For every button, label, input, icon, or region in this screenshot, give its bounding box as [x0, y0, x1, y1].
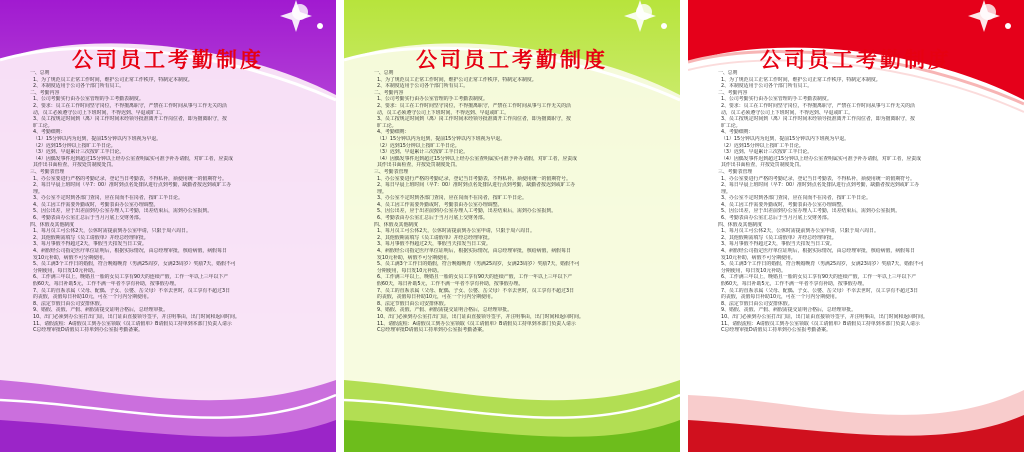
text-line: （1）15分钟以内为迟到，提前15分钟以内下班视为早退。 — [33, 135, 162, 142]
text-line: （2）迟到15分钟以上按旷工半日论。 — [33, 142, 116, 149]
text-line: 其作出书面检查，并按处罚制度处罚。 — [377, 162, 461, 169]
text-line: 7、员工的直系亲属（父母、配偶、子女、公婆、岳父母）不幸去世时，员工享有不超过3日 — [377, 287, 574, 294]
poster-panel-purple — [0, 0, 336, 452]
text-line: C总经理审批D请假员工持单到办公室报考勤备案。 — [33, 327, 143, 334]
text-line: 10、出门必须到办公室打出门证，出门证由直接领导签字，并注明事由，出门时间和返回时间。 — [33, 313, 240, 320]
text-line: 3、员工按规定时间到（离）岗工作时间未经领导批准离开工作岗位者，即为擅离职守，按 — [33, 116, 227, 123]
text-line: 1、每月员工可公休2天，公休时需提前到办公室申请，只限于周六周日。 — [33, 228, 191, 235]
poster-panel-green — [344, 0, 680, 452]
text-line: 9、婚假、丧假、产假、病假需提交证明合格后，总经理审批。 — [33, 307, 169, 314]
section-heading: 三、考勤表管理 — [374, 168, 409, 175]
text-line: 假60天，每日补助5元，工作不满一年者不享有补助，按事假办理。 — [33, 281, 180, 287]
text-line: 2、要求：员工在工作时间坚守岗位，不得擅离职守，严禁在工作时间从事与工作无关的活 — [377, 102, 571, 109]
text-line: 11、请假流程：A请假员工到办公室领取《员工请假单》B请假员工持单到本部门负责人请示 — [33, 320, 232, 327]
text-line: （3）迟到、早退累计三次按旷工半日论。 — [721, 149, 813, 156]
text-line: 1、公司考勤实行由办公室管理的手工考勤表制度。 — [377, 96, 488, 103]
text-line: 旷工论。 — [721, 122, 741, 129]
text-line: 分期使用，每日发10元补助。 — [377, 267, 442, 274]
text-line: 2、本制度适用于公司各个部门所有员工。 — [721, 83, 813, 90]
text-line: 6、工作满三年以上，晚婚且一胎的女员工享有90天的连续产假，工作一年以上三年以下产 — [721, 274, 917, 281]
text-line: 10、出门必须到办公室打出门证，出门证由直接领导签字，并注明事由，出门时间和返回时间。 — [377, 313, 584, 320]
text-line: 3、员工按规定时间到（离）岗工作时间未经领导批准离开工作岗位者，即为擅离职守，按 — [721, 116, 915, 123]
text-line: （2）迟到15分钟以上按旷工半日论。 — [377, 142, 460, 149]
text-line: 理。 — [377, 188, 387, 195]
text-line: 4、病假经公司指定医疗单位证明后，根据实际情况，由总经理审批，核给病假，病假每日 — [721, 248, 915, 255]
text-line: 4、员工因工作需要外勤或时，考勤表由办公室办理调整。 — [377, 201, 503, 208]
text-line: 3、每月事假不得超过2天，事假当天扣发当日工资。 — [33, 241, 147, 248]
text-line: 分期使用，每日发10元补助。 — [33, 267, 98, 274]
text-line: 5、因公出差，应于出差前到办公室办理人工考勤，出差结束后，需到办公室报到。 — [721, 208, 901, 215]
text-line: 3、办公室不定时到各部门查岗，应在岗而不在岗者，按旷工半日论。 — [721, 195, 871, 202]
section-heading: 二、考勤内容 — [30, 89, 60, 96]
text-line: 动，员工必须遵守公司上下班时间，不得迟到、早退或旷工。 — [377, 109, 510, 116]
document-body — [716, 70, 1004, 334]
text-line: 1、为了规范员工正常工作时间，维护公司正常工作秩序，特制定本制度。 — [377, 76, 537, 83]
text-line: 8、法定节假日由公司安排休假。 — [721, 300, 793, 307]
text-line: 10、出门必须到办公室打出门证，出门证由直接领导签字，并注明事由，出门时间和返回时间。 — [721, 313, 928, 320]
text-line: 理。 — [721, 188, 731, 195]
text-line: 4、考勤细则： — [377, 129, 410, 136]
text-line: 4、员工因工作需要外勤或时，考勤表由办公室办理调整。 — [721, 201, 847, 208]
section-heading: 一、总则 — [30, 70, 50, 76]
page-title: 公司员工考勤制度 — [72, 48, 264, 72]
section-heading: 二、考勤内容 — [718, 89, 748, 96]
page-title: 公司员工考勤制度 — [760, 48, 952, 72]
text-line: 2、本制度适用于公司各个部门所有员工。 — [377, 83, 469, 90]
text-line: 的丧假，丧假每日补助10元，可在一个月内分期使用。 — [377, 294, 496, 301]
text-line: C总经理审批D请假员工持单到办公室报考勤备案。 — [377, 327, 487, 334]
section-heading: 三、考勤表管理 — [718, 168, 753, 175]
text-line: 发10元补助，病假不可分期使用。 — [721, 254, 796, 261]
section-heading: 四、休假及其他制度 — [30, 221, 75, 228]
text-line: 7、员工的直系亲属（父母、配偶、子女、公婆、岳父母）不幸去世时，员工享有不超过3日 — [721, 287, 918, 294]
text-line: 旷工论。 — [33, 122, 53, 129]
text-line: 5、员工满3个工作日的婚假，符合晚婚晚育（男满25周岁，女满23周岁）奖励7天，婚假不可 — [377, 261, 580, 268]
text-line: （1）15分钟以内为迟到，提前15分钟以内下班视为早退。 — [377, 135, 506, 142]
text-line: 2、要求：员工在工作时间坚守岗位，不得擅离职守，严禁在工作时间从事与工作无关的活 — [721, 102, 915, 109]
text-line: 11、请假流程：A请假员工到办公室领取《员工请假单》B请假员工持单到本部门负责人请示 — [377, 320, 576, 327]
text-line: 4、考勤细则： — [721, 129, 754, 136]
text-line: 3、员工按规定时间到（离）岗工作时间未经领导批准离开工作岗位者，即为擅离职守，按 — [377, 116, 571, 123]
text-line: 4、病假经公司指定医疗单位证明后，根据实际情况，由总经理审批，核给病假，病假每日 — [33, 248, 227, 255]
text-line: 的丧假，丧假每日补助10元，可在一个月内分期使用。 — [721, 294, 840, 301]
text-line: 1、每月员工可公休2天，公休时需提前到办公室申请，只限于周六周日。 — [721, 228, 879, 235]
section-heading: 一、总则 — [718, 70, 738, 76]
text-line: 5、因公出差，应于出差前到办公室办理人工考勤，出差结束后，需到办公室报到。 — [33, 208, 213, 215]
text-line: （1）15分钟以内为迟到，提前15分钟以内下班视为早退。 — [721, 135, 850, 142]
document-body — [28, 70, 316, 334]
text-line: 2、本制度适用于公司各个部门所有员工。 — [33, 83, 125, 90]
text-line: 1、为了规范员工正常工作时间，维护公司正常工作秩序，特制定本制度。 — [721, 76, 881, 83]
text-line: 2、每日早晨上班时间（早7：00）准时到点名处排队进行点到考勤，缺勤者按迟到或旷工办 — [721, 182, 920, 189]
text-line: 6、工作满三年以上，晚婚且一胎的女员工享有90天的连续产假，工作一年以上三年以下产 — [33, 274, 229, 281]
text-line: 4、考勤细则： — [33, 129, 66, 136]
text-line: 2、要求：员工在工作时间坚守岗位，不得擅离职守，严禁在工作时间从事与工作无关的活 — [33, 102, 227, 109]
text-line: 2、其他假期需填写《员工请假单》并经总经理审批。 — [377, 234, 493, 241]
text-line: 假60天，每日补助5元，工作不满一年者不享有补助，按事假办理。 — [721, 281, 868, 287]
text-line: 8、法定节假日由公司安排休假。 — [377, 300, 449, 307]
section-heading: 三、考勤表管理 — [30, 168, 65, 175]
section-heading: 四、休假及其他制度 — [718, 221, 763, 228]
text-line: （2）迟到15分钟以上按旷工半日论。 — [721, 142, 804, 149]
text-line: 2、每日早晨上班时间（早7：00）准时到点名处排队进行点到考勤，缺勤者按迟到或旷工办 — [377, 182, 576, 189]
section-heading: 四、休假及其他制度 — [374, 221, 419, 228]
text-line: 5、员工满3个工作日的婚假，符合晚婚晚育（男满25周岁，女满23周岁）奖励7天，婚假不可 — [33, 261, 236, 268]
text-line: 9、婚假、丧假、产假、病假需提交证明合格后，总经理审批。 — [721, 307, 857, 314]
text-line: 3、办公室不定时到各部门查岗，应在岗而不在岗者，按旷工半日论。 — [33, 195, 183, 202]
text-line: 理。 — [33, 188, 43, 195]
text-line: 7、员工的直系亲属（父母、配偶、子女、公婆、岳父母）不幸去世时，员工享有不超过3日 — [33, 287, 230, 294]
text-line: 9、婚假、丧假、产假、病假需提交证明合格后，总经理审批。 — [377, 307, 513, 314]
text-line: 5、员工满3个工作日的婚假，符合晚婚晚育（男满25周岁，女满23周岁）奖励7天，婚假不可 — [721, 261, 924, 268]
text-line: 6、考勤表由办公室汇总后于当月月底上交财务部。 — [377, 215, 488, 222]
text-line: 其作出书面检查，并按处罚制度处罚。 — [33, 162, 117, 169]
document-body — [372, 70, 660, 334]
text-line: 1、办公室要进行严格的考勤记录，登记当日考勤表，不得私补，须使用统一的假期符号。 — [377, 175, 571, 182]
text-line: 其作出书面检查，并按处罚制度处罚。 — [721, 162, 805, 169]
section-heading: 一、总则 — [374, 70, 394, 76]
text-line: 动，员工必须遵守公司上下班时间，不得迟到、早退或旷工。 — [33, 109, 166, 116]
text-line: 旷工论。 — [377, 122, 397, 129]
text-line: 发10元补助，病假不可分期使用。 — [33, 254, 108, 261]
text-line: 2、其他假期需填写《员工请假单》并经总经理审批。 — [33, 234, 149, 241]
text-line: 的丧假，丧假每日补助10元，可在一个月内分期使用。 — [33, 294, 152, 301]
text-line: 1、公司考勤实行由办公室管理的手工考勤表制度。 — [721, 96, 832, 103]
text-line: 8、法定节假日由公司安排休假。 — [33, 300, 105, 307]
text-line: C总经理审批D请假员工持单到办公室报考勤备案。 — [721, 327, 831, 334]
text-line: 2、其他假期需填写《员工请假单》并经总经理审批。 — [721, 234, 837, 241]
text-line: 1、办公室要进行严格的考勤记录，登记当日考勤表，不得私补，须使用统一的假期符号。 — [721, 175, 915, 182]
text-line: 1、公司考勤实行由办公室管理的手工考勤表制度。 — [33, 96, 144, 103]
text-line: 11、请假流程：A请假员工到办公室领取《员工请假单》B请假员工持单到本部门负责人请示 — [721, 320, 920, 327]
text-line: 5、因公出差，应于出差前到办公室办理人工考勤，出差结束后，需到办公室报到。 — [377, 208, 557, 215]
text-line: 3、办公室不定时到各部门查岗，应在岗而不在岗者，按旷工半日论。 — [377, 195, 527, 202]
text-line: 3、每月事假不得超过2天，事假当天扣发当日工资。 — [721, 241, 835, 248]
text-line: 3、每月事假不得超过2天，事假当天扣发当日工资。 — [377, 241, 491, 248]
text-line: （4）因偶发事件迟到超过15分钟以上经办公室查明属实可准予补办请假，对旷工者，应责成 — [721, 155, 922, 162]
text-line: 分期使用，每日发10元补助。 — [721, 267, 786, 274]
text-line: 2、每日早晨上班时间（早7：00）准时到点名处排队进行点到考勤，缺勤者按迟到或旷工办 — [33, 182, 232, 189]
page-title: 公司员工考勤制度 — [416, 48, 608, 72]
text-line: （3）迟到、早退累计三次按旷工半日论。 — [33, 149, 125, 156]
text-line: 动，员工必须遵守公司上下班时间，不得迟到、早退或旷工。 — [721, 109, 854, 116]
section-heading: 二、考勤内容 — [374, 89, 404, 96]
text-line: 1、办公室要进行严格的考勤记录，登记当日考勤表，不得私补，须使用统一的假期符号。 — [33, 175, 227, 182]
text-line: 1、为了规范员工正常工作时间，维护公司正常工作秩序，特制定本制度。 — [33, 76, 193, 83]
text-line: 假60天，每日补助5元，工作不满一年者不享有补助，按事假办理。 — [377, 281, 524, 287]
text-line: （4）因偶发事件迟到超过15分钟以上经办公室查明属实可准予补办请假，对旷工者，应责成 — [33, 155, 234, 162]
text-line: 6、考勤表由办公室汇总后于当月月底上交财务部。 — [33, 215, 144, 222]
poster-panel-red — [688, 0, 1024, 452]
text-line: （3）迟到、早退累计三次按旷工半日论。 — [377, 149, 469, 156]
text-line: 6、工作满三年以上，晚婚且一胎的女员工享有90天的连续产假，工作一年以上三年以下产 — [377, 274, 573, 281]
text-line: 4、病假经公司指定医疗单位证明后，根据实际情况，由总经理审批，核给病假，病假每日 — [377, 248, 571, 255]
text-line: 6、考勤表由办公室汇总后于当月月底上交财务部。 — [721, 215, 832, 222]
text-line: 1、每月员工可公休2天，公休时需提前到办公室申请，只限于周六周日。 — [377, 228, 535, 235]
text-line: （4）因偶发事件迟到超过15分钟以上经办公室查明属实可准予补办请假，对旷工者，应责成 — [377, 155, 578, 162]
text-line: 发10元补助，病假不可分期使用。 — [377, 254, 452, 261]
text-line: 4、员工因工作需要外勤或时，考勤表由办公室办理调整。 — [33, 201, 159, 208]
